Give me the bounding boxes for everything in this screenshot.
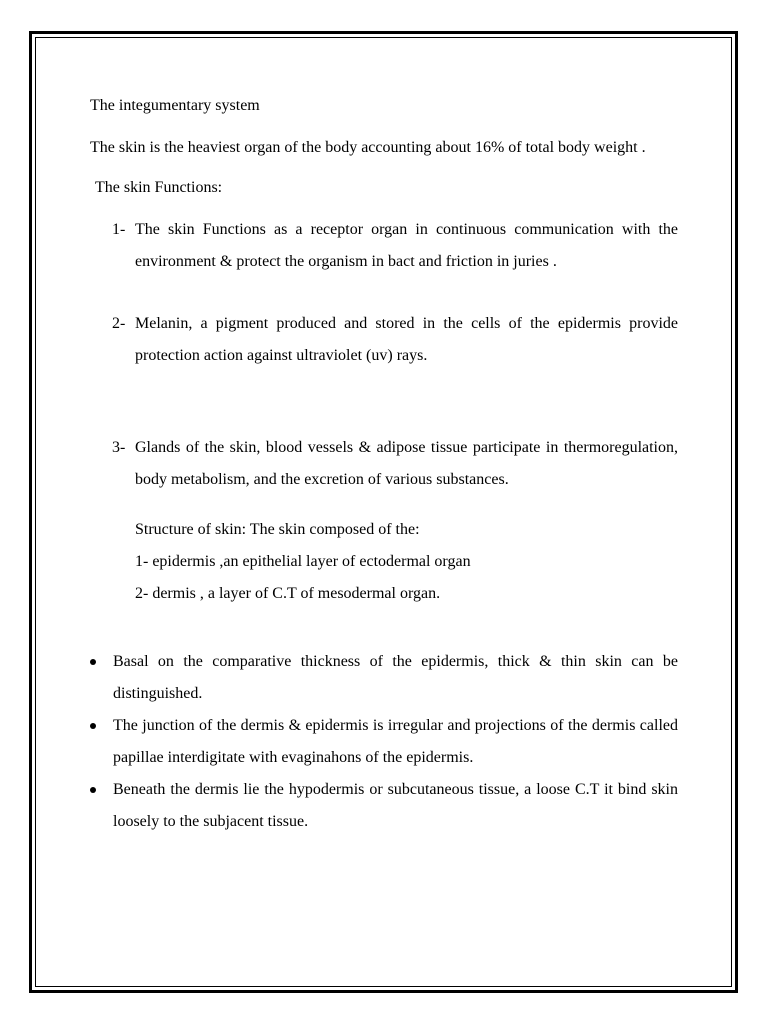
function-text: Glands of the skin, blood vessels & adipose tissue participate in thermoregulation, body metabolism, and the excretion of various substances. (135, 439, 678, 488)
bullet-text: Beneath the dermis lie the hypodermis or subcutaneous tissue, a loose C.T it bind skin loosely to the subjacent tissue. (113, 781, 678, 830)
function-item-2 (90, 308, 678, 372)
structure-item-epidermis: 1- epidermis ,an epithelial layer of ectodermal organ (135, 553, 471, 570)
intro-paragraph: The skin is the heaviest organ of the body accounting about 16% of total body weight . (90, 139, 646, 156)
structure-heading: Structure of skin: The skin composed of the: (135, 521, 420, 538)
document-title: The integumentary system (90, 97, 260, 114)
function-text: Melanin, a pigment produced and stored in the cells of the epidermis provide protection action against ultraviolet (uv) rays. (135, 315, 678, 364)
functions-heading: The skin Functions: (95, 179, 223, 196)
function-number: 1- (112, 221, 126, 238)
function-number: 3- (112, 439, 126, 456)
function-item-1 (90, 214, 678, 278)
function-text: The skin Functions as a receptor organ in continuous communication with the environment & protect the organism in bact and friction in juries . (135, 221, 678, 270)
bullet-dot-icon (90, 787, 96, 793)
structure-item-dermis: 2- dermis , a layer of C.T of mesodermal organ. (135, 585, 441, 602)
function-item-3 (90, 432, 678, 496)
bullet-text: The junction of the dermis & epidermis is irregular and projections of the dermis called papillae interdigitate with evaginahons of the epidermis. (113, 717, 678, 766)
function-number: 2- (112, 315, 126, 332)
structure-section (90, 514, 678, 610)
bullet-list (90, 646, 678, 838)
document-body (90, 90, 678, 838)
bullet-text: Basal on the comparative thickness of the epidermis, thick & thin skin can be distinguished. (113, 653, 678, 702)
bullet-dot-icon (90, 659, 96, 665)
bullet-dot-icon (90, 723, 96, 729)
bullet-item (90, 710, 678, 774)
bullet-item (90, 774, 678, 838)
bullet-item (90, 646, 678, 710)
